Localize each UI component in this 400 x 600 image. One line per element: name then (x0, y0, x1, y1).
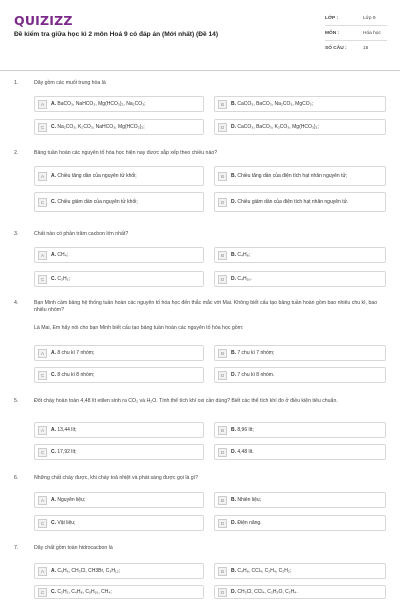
option-a[interactable] (34, 345, 204, 361)
option-d[interactable] (214, 192, 386, 212)
question-number: 4. (14, 300, 19, 306)
question-text: Dãy chất gồm toàn hidrocacbon là (34, 545, 113, 551)
option-text: B. C₄H₈; (231, 251, 251, 258)
option-letter: C (38, 448, 47, 457)
option-text: A. Nguyên liệu; (51, 496, 86, 503)
question-subtext: Là Mai, Em hãy nói cho bạn Minh biết cấu tạo bảng tuần hoàn các nguyên tố hóa học gồm: (34, 325, 244, 331)
option-letter: D (218, 123, 227, 132)
option-letter: C (38, 588, 47, 597)
option-d[interactable] (214, 444, 386, 460)
option-b[interactable] (214, 492, 386, 508)
option-d[interactable] (214, 119, 386, 135)
question-text: Bảng tuần hoàn các nguyên tố hóa học hiện nay được sắp xếp theo chiều nào? (34, 150, 218, 156)
option-a[interactable] (34, 492, 204, 508)
option-text: B. 7 chu kì 7 nhóm; (231, 349, 275, 356)
quiz-header (0, 0, 400, 70)
option-letter: C (38, 123, 47, 132)
option-text: A. CH₄; (51, 251, 69, 258)
option-text: D. 4,48 lít. (231, 448, 254, 455)
option-letter: B (218, 100, 227, 109)
option-text: D. Điện năng. (231, 519, 262, 526)
option-text: B. C₄H₈, CCl₄, C₂H₄, C₂H₂; (231, 567, 292, 574)
option-b[interactable] (214, 247, 386, 263)
option-text: A. Chiều tăng dần của nguyên tử khối; (51, 172, 137, 179)
option-d[interactable] (214, 367, 386, 383)
question-number: 5. (14, 398, 19, 404)
option-text: B. Nhiên liệu; (231, 496, 262, 503)
option-letter: B (218, 349, 227, 358)
option-c[interactable] (34, 119, 204, 135)
option-letter: D (218, 519, 227, 528)
meta-count-label: SỐ CÂU : (325, 46, 347, 51)
option-letter: A (38, 349, 47, 358)
option-c[interactable] (34, 192, 204, 212)
option-c[interactable] (34, 585, 204, 599)
option-b[interactable] (214, 166, 386, 186)
option-letter: D (218, 448, 227, 457)
option-text: B. Chiều tăng dần của điện tích hạt nhân nguyên tử; (231, 172, 348, 179)
page-title: Đề kiểm tra giữa học kì 2 môn Hoá 9 có đáp án (Mới nhất) (Đề 14) (14, 31, 219, 38)
option-letter: B (218, 426, 227, 435)
option-text: D. CaCO₃, BaCO₃, K₂CO₃, Mg(HCO₃)₂; (231, 123, 319, 130)
option-text: D. Chiều giảm dần của điện tích hạt nhân nguyên tử. (231, 198, 349, 205)
option-letter: D (218, 371, 227, 380)
option-letter: A (38, 426, 47, 435)
option-text: C. 8 chu kì 8 nhóm; (51, 371, 95, 378)
option-text: C. Chiều giảm dần của nguyên tử khối; (51, 198, 138, 205)
meta-divider (325, 25, 387, 26)
option-text: A. 8 chu kì 7 nhóm; (51, 349, 95, 356)
meta-subject-label: MÔN : (325, 31, 340, 36)
meta-class-label: LỚP : (325, 16, 339, 21)
question-number: 6. (14, 475, 19, 481)
option-letter: C (38, 519, 47, 528)
option-letter: D (218, 198, 227, 207)
option-c[interactable] (34, 367, 204, 383)
question-text: Chất nào có phần trăm cacbon lớn nhất? (34, 231, 129, 237)
option-d[interactable] (214, 271, 386, 287)
meta-divider (325, 40, 387, 41)
option-a[interactable] (34, 247, 204, 263)
option-text: C. C₂H₂; (51, 275, 70, 282)
option-a[interactable] (34, 166, 204, 186)
option-letter: B (218, 172, 227, 181)
question-text: Đốt cháy hoàn toàn 4,48 lít etilen sinh ra CO₂ và H₂O. Tính thể tích khí oxi cần dùng? Biết các thể tích khí đo ở điều kiện tiêu chuẩn. (34, 398, 338, 404)
option-letter: A (38, 567, 47, 576)
option-letter: D (218, 275, 227, 284)
option-letter: A (38, 172, 47, 181)
option-b[interactable] (214, 96, 386, 112)
option-d[interactable] (214, 515, 386, 531)
option-letter: A (38, 496, 47, 505)
option-text: D. C₄H₁₀. (231, 275, 252, 282)
option-b[interactable] (214, 422, 386, 438)
option-letter: B (218, 251, 227, 260)
question-number: 3. (14, 231, 19, 237)
option-letter: A (38, 100, 47, 109)
option-text: C. Na₂CO₃, K₂CO₃, NaHCO₃, Mg(HCO₃)₂; (51, 123, 145, 130)
quizizz-logo: QUIZIZZ (14, 13, 73, 28)
question-number: 7. (14, 545, 19, 551)
option-a[interactable] (34, 96, 204, 112)
option-letter: C (38, 371, 47, 380)
meta-subject-value: Hóa học (363, 31, 381, 36)
option-a[interactable] (34, 422, 204, 438)
option-text: A. C₆H₆, CH₃Cl, CH3Br, C₃H₁₂; (51, 567, 120, 574)
option-text: D. 7 chu kì 8 nhóm. (231, 371, 275, 378)
option-letter: B (218, 496, 227, 505)
meta-count-value: 16 (363, 46, 369, 51)
option-a[interactable] (34, 563, 204, 579)
option-text: D. CH₃Cl, CCl₄, C₂H₅O, C₂H₄. (231, 588, 298, 595)
option-text: C. Vật liệu; (51, 519, 76, 526)
question-text: Những chất cháy được, khi cháy toả nhiệt và phát sáng được gọi là gì? (34, 475, 199, 481)
option-b[interactable] (214, 563, 386, 579)
option-letter: A (38, 251, 47, 260)
question-number: 1. (14, 80, 19, 86)
option-text: C. 17,92 lít; (51, 448, 77, 455)
question-number: 2. (14, 150, 19, 156)
option-b[interactable] (214, 345, 386, 361)
option-text: A. BaCO₃, NaHCO₃, Mg(HCO₃)₂, Na₂CO₃; (51, 100, 146, 107)
option-text: A. 13,44 lít; (51, 426, 77, 433)
question-text: Dãy gồm các muối trung hòa là (34, 80, 106, 86)
option-c[interactable] (34, 271, 204, 287)
header-divider (0, 70, 400, 71)
option-letter: D (218, 588, 227, 597)
option-text: B. CaCO₃, BaCO₃, Na₂CO₃, MgCO₃; (231, 100, 314, 107)
meta-class-value: Lớp 9 (363, 16, 376, 21)
option-text: C. C₂H₂, C₄H₈, C₅H₁₀, CH₄; (51, 588, 112, 595)
option-c[interactable] (34, 515, 204, 531)
option-letter: B (218, 567, 227, 576)
question-text: Bạn Minh cầm bảng hệ thống tuần hoàn các nguyên tố hóa học đến thắc mắc với Mai. Không biết cấu tạo bảng tuần hoàn gồm bao nhiêu chu kì, bao nhiêu nhóm? (34, 300, 378, 314)
option-d[interactable] (214, 585, 386, 599)
option-letter: C (38, 275, 47, 284)
option-letter: C (38, 198, 47, 207)
option-text: B. 8,96 lít; (231, 426, 254, 433)
option-c[interactable] (34, 444, 204, 460)
